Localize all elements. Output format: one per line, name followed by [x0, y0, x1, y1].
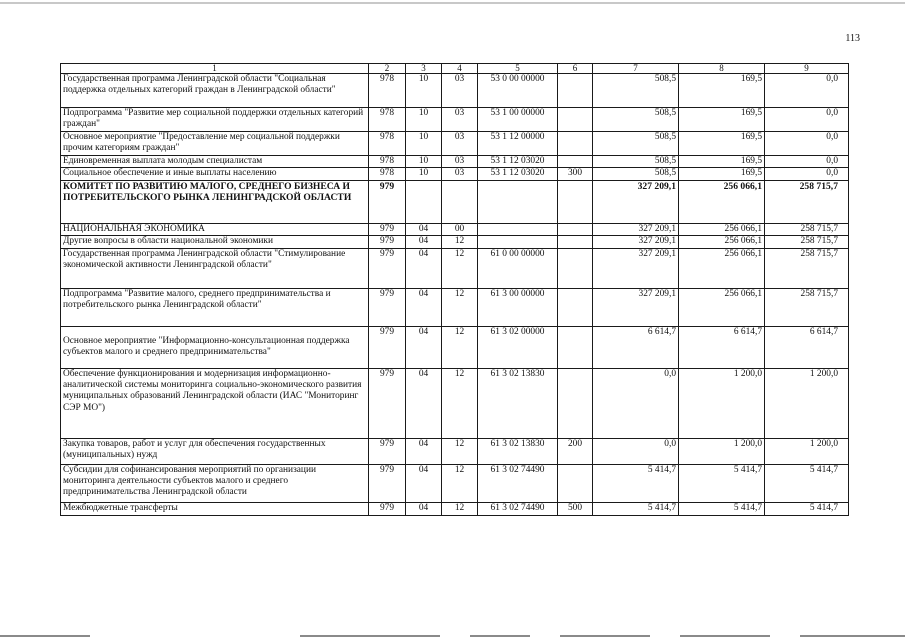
- cell-section: 04: [406, 288, 442, 326]
- cell-subsection: 12: [442, 502, 478, 515]
- cell-target-article: 61 3 02 13830: [478, 438, 558, 464]
- table-row: [61, 288, 849, 326]
- cell-year-2: 5 414,7: [679, 502, 765, 515]
- table-row: [61, 180, 849, 223]
- cell-section: 04: [406, 464, 442, 502]
- cell-target-article: 61 3 02 74490: [478, 502, 558, 515]
- cell-section: 04: [406, 223, 442, 235]
- cell-subsection: 12: [442, 248, 478, 288]
- cell-year-1: 508,5: [593, 108, 679, 132]
- cell-expense-type: 200: [558, 438, 593, 464]
- cell-expense-type: [558, 223, 593, 235]
- cell-ministry-code: 979: [369, 502, 406, 515]
- table-row: [61, 326, 849, 368]
- table-row: [61, 74, 849, 108]
- cell-year-2: 169,5: [679, 168, 765, 180]
- cell-target-article: [478, 236, 558, 248]
- cell-year-1: 5 414,7: [593, 502, 679, 515]
- cell-target-article: 61 3 00 00000: [478, 288, 558, 326]
- cell-year-1: 0,0: [593, 438, 679, 464]
- cell-subsection: 03: [442, 168, 478, 180]
- cell-year-1: 508,5: [593, 168, 679, 180]
- cell-section: 04: [406, 326, 442, 368]
- cell-subsection: 03: [442, 74, 478, 108]
- cell-year-3: 0,0: [765, 156, 849, 168]
- table-row: [61, 132, 849, 156]
- cell-year-3: 258 715,7: [765, 180, 849, 223]
- cell-year-1: 327 209,1: [593, 180, 679, 223]
- cell-target-article: 53 1 00 00000: [478, 108, 558, 132]
- cell-year-2: 1 200,0: [679, 368, 765, 438]
- cell-ministry-code: 979: [369, 464, 406, 502]
- cell-section: 10: [406, 108, 442, 132]
- row-name: Субсидии для софинансирования мероприятий по организации мониторинга деятельности субъектов малого и среднего предпринимательства Ленинградской области: [61, 464, 369, 502]
- row-name: Другие вопросы в области национальной экономики: [61, 236, 369, 248]
- cell-year-3: 0,0: [765, 74, 849, 108]
- cell-year-1: 327 209,1: [593, 223, 679, 235]
- cell-expense-type: [558, 368, 593, 438]
- row-name: Основное мероприятие "Информационно-консультационная поддержка субъектов малого и среднего предпринимательства": [61, 326, 369, 368]
- table-row: [61, 168, 849, 180]
- cell-ministry-code: 978: [369, 108, 406, 132]
- cell-section: 10: [406, 168, 442, 180]
- cell-target-article: 53 0 00 00000: [478, 74, 558, 108]
- cell-subsection: 03: [442, 156, 478, 168]
- cell-subsection: 12: [442, 438, 478, 464]
- column-header: 3: [406, 64, 442, 74]
- cell-subsection: 12: [442, 236, 478, 248]
- column-header: 1: [61, 64, 369, 74]
- cell-section: 04: [406, 502, 442, 515]
- row-name: Государственная программа Ленинградской области "Социальная поддержка отдельных категорий граждан в Ленинградской области": [61, 74, 369, 108]
- row-name: КОМИТЕТ ПО РАЗВИТИЮ МАЛОГО, СРЕДНЕГО БИЗНЕСА И ПОТРЕБИТЕЛЬСКОГО РЫНКА ЛЕНИНГРАДСКОЙ ОБЛАСТИ: [61, 180, 369, 223]
- cell-ministry-code: 979: [369, 326, 406, 368]
- cell-year-1: 508,5: [593, 132, 679, 156]
- column-header: 2: [369, 64, 406, 74]
- cell-expense-type: [558, 464, 593, 502]
- cell-expense-type: [558, 180, 593, 223]
- cell-section: 04: [406, 438, 442, 464]
- row-name: Межбюджетные трансферты: [61, 502, 369, 515]
- cell-section: [406, 180, 442, 223]
- cell-ministry-code: 978: [369, 156, 406, 168]
- cell-year-1: 327 209,1: [593, 236, 679, 248]
- cell-year-3: 1 200,0: [765, 438, 849, 464]
- row-name: Подпрограмма "Развитие малого, среднего предпринимательства и потребительского рынка Ленинградской области": [61, 288, 369, 326]
- cell-section: 04: [406, 368, 442, 438]
- column-header: 6: [558, 64, 593, 74]
- cell-ministry-code: 979: [369, 248, 406, 288]
- cell-year-2: 169,5: [679, 132, 765, 156]
- cell-year-1: 0,0: [593, 368, 679, 438]
- row-name: Социальное обеспечение и иные выплаты населению: [61, 168, 369, 180]
- cell-expense-type: [558, 326, 593, 368]
- cell-subsection: [442, 180, 478, 223]
- column-header: 5: [478, 64, 558, 74]
- cell-expense-type: [558, 74, 593, 108]
- table-row: [61, 156, 849, 168]
- cell-target-article: 61 0 00 00000: [478, 248, 558, 288]
- cell-year-2: 6 614,7: [679, 326, 765, 368]
- table-row: [61, 223, 849, 235]
- cell-year-2: 256 066,1: [679, 288, 765, 326]
- cell-subsection: 03: [442, 108, 478, 132]
- cell-year-3: 0,0: [765, 168, 849, 180]
- cell-ministry-code: 979: [369, 288, 406, 326]
- cell-year-2: 256 066,1: [679, 180, 765, 223]
- cell-year-3: 258 715,7: [765, 288, 849, 326]
- column-header: 7: [593, 64, 679, 74]
- cell-expense-type: [558, 236, 593, 248]
- cell-year-3: 0,0: [765, 108, 849, 132]
- cell-year-3: 0,0: [765, 132, 849, 156]
- cell-year-3: 6 614,7: [765, 326, 849, 368]
- cell-expense-type: 300: [558, 168, 593, 180]
- table-row: [61, 502, 849, 515]
- column-header: 9: [765, 64, 849, 74]
- row-name: Основное мероприятие "Предоставление мер социальной поддержки прочим категориям граждан": [61, 132, 369, 156]
- cell-section: 04: [406, 236, 442, 248]
- cell-expense-type: [558, 132, 593, 156]
- cell-year-3: 1 200,0: [765, 368, 849, 438]
- cell-year-3: 5 414,7: [765, 502, 849, 515]
- column-header: 4: [442, 64, 478, 74]
- cell-year-2: 256 066,1: [679, 223, 765, 235]
- row-name: Единовременная выплата молодым специалистам: [61, 156, 369, 168]
- row-name: Обеспечение функционирования и модернизация информационно-аналитической системы мониторинга социально-экономического развития муниципальных образований Ленинградской области (ИАС "Мониторинг СЭР МО"): [61, 368, 369, 438]
- cell-target-article: 61 3 02 74490: [478, 464, 558, 502]
- cell-year-2: 169,5: [679, 74, 765, 108]
- cell-expense-type: [558, 248, 593, 288]
- cell-year-1: 508,5: [593, 156, 679, 168]
- cell-year-3: 258 715,7: [765, 236, 849, 248]
- cell-expense-type: [558, 156, 593, 168]
- cell-year-1: 5 414,7: [593, 464, 679, 502]
- cell-target-article: 53 1 12 03020: [478, 168, 558, 180]
- cell-target-article: 53 1 12 03020: [478, 156, 558, 168]
- cell-ministry-code: 978: [369, 132, 406, 156]
- cell-subsection: 12: [442, 368, 478, 438]
- cell-year-2: 1 200,0: [679, 438, 765, 464]
- cell-ministry-code: 979: [369, 180, 406, 223]
- cell-section: 10: [406, 132, 442, 156]
- cell-ministry-code: 979: [369, 368, 406, 438]
- cell-year-3: 258 715,7: [765, 248, 849, 288]
- cell-year-1: 327 209,1: [593, 288, 679, 326]
- cell-expense-type: 500: [558, 502, 593, 515]
- cell-year-2: 169,5: [679, 108, 765, 132]
- row-name: Государственная программа Ленинградской области "Стимулирование экономической активности Ленинградской области": [61, 248, 369, 288]
- table-row: [61, 236, 849, 248]
- cell-year-2: 169,5: [679, 156, 765, 168]
- scan-edge-bottom: [0, 634, 905, 637]
- row-name: Закупка товаров, работ и услуг для обеспечения государственных (муниципальных) нужд: [61, 438, 369, 464]
- cell-year-1: 508,5: [593, 74, 679, 108]
- table-row: [61, 248, 849, 288]
- table-row: [61, 368, 849, 438]
- cell-year-2: 5 414,7: [679, 464, 765, 502]
- scan-edge-top: [0, 2, 905, 4]
- cell-ministry-code: 979: [369, 438, 406, 464]
- cell-target-article: 61 3 02 13830: [478, 368, 558, 438]
- cell-year-1: 6 614,7: [593, 326, 679, 368]
- cell-subsection: 00: [442, 223, 478, 235]
- row-name: Подпрограмма "Развитие мер социальной поддержки отдельных категорий граждан": [61, 108, 369, 132]
- cell-subsection: 03: [442, 132, 478, 156]
- table-row: [61, 438, 849, 464]
- cell-year-2: 256 066,1: [679, 248, 765, 288]
- cell-target-article: 61 3 02 00000: [478, 326, 558, 368]
- page-number: 113: [845, 33, 860, 44]
- budget-table: [60, 63, 849, 516]
- row-name: НАЦИОНАЛЬНАЯ ЭКОНОМИКА: [61, 223, 369, 235]
- cell-expense-type: [558, 108, 593, 132]
- cell-year-2: 256 066,1: [679, 236, 765, 248]
- cell-subsection: 12: [442, 326, 478, 368]
- cell-year-3: 258 715,7: [765, 223, 849, 235]
- cell-section: 10: [406, 74, 442, 108]
- cell-target-article: [478, 223, 558, 235]
- column-header: 8: [679, 64, 765, 74]
- cell-expense-type: [558, 288, 593, 326]
- cell-ministry-code: 979: [369, 236, 406, 248]
- cell-subsection: 12: [442, 288, 478, 326]
- cell-year-1: 327 209,1: [593, 248, 679, 288]
- cell-section: 04: [406, 248, 442, 288]
- cell-ministry-code: 978: [369, 168, 406, 180]
- table-row: [61, 464, 849, 502]
- cell-target-article: 53 1 12 00000: [478, 132, 558, 156]
- table-header-row: [61, 64, 849, 74]
- cell-section: 10: [406, 156, 442, 168]
- cell-ministry-code: 978: [369, 74, 406, 108]
- cell-target-article: [478, 180, 558, 223]
- cell-ministry-code: 979: [369, 223, 406, 235]
- table-row: [61, 108, 849, 132]
- cell-year-3: 5 414,7: [765, 464, 849, 502]
- cell-subsection: 12: [442, 464, 478, 502]
